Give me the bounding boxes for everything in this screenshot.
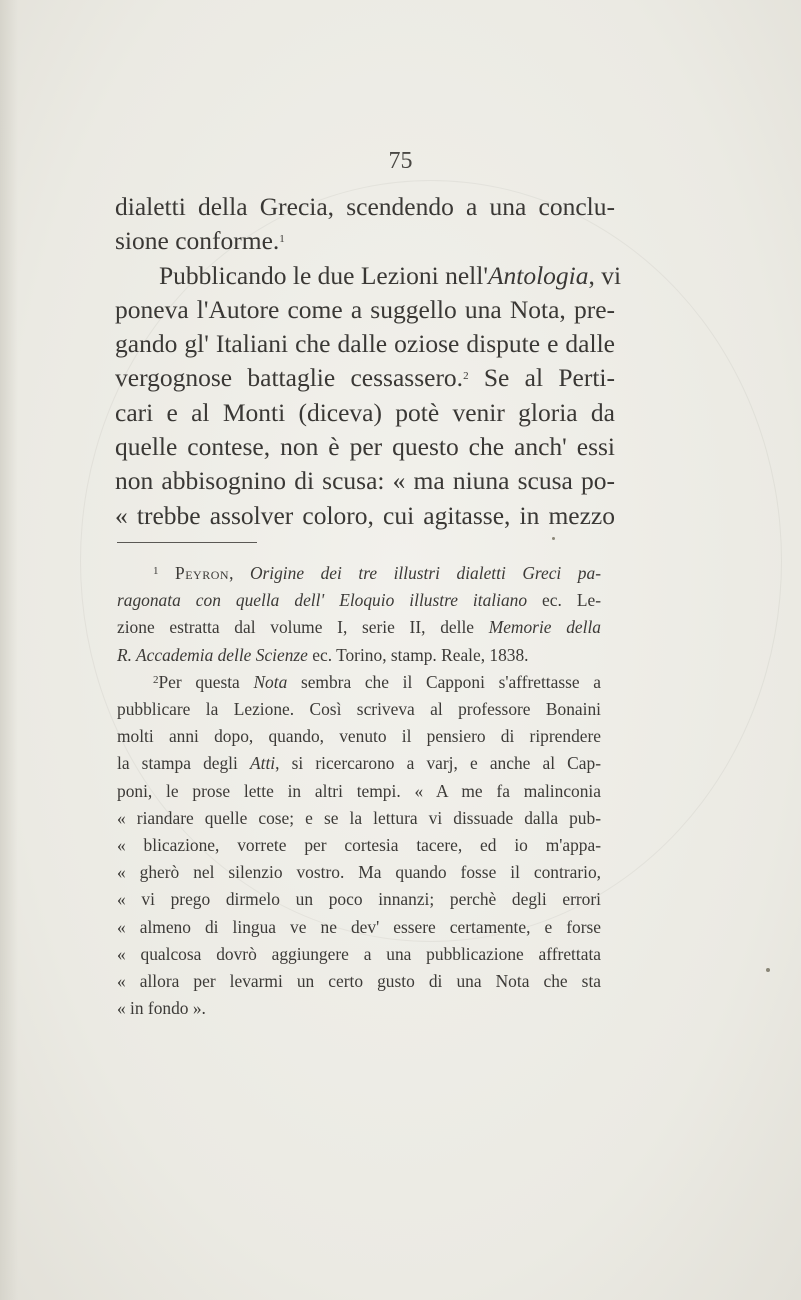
footnote-line: pubblicare la Lezione. Così scriveva al professore Bonaini <box>117 699 601 720</box>
text-span: vergognose battaglie cessassero. <box>115 363 464 393</box>
text-span: sione conforme. <box>115 226 280 256</box>
italic-title: Origine dei tre illustri dialetti Greci pa- <box>249 563 601 583</box>
footnote-line: « qualcosa dovrò aggiungere a una pubblicazione affrettata <box>117 943 601 964</box>
italic-title: Atti <box>249 753 276 774</box>
footnote-line: « in fondo ». <box>117 998 206 1019</box>
footnote-marker: 1 <box>153 565 159 577</box>
footnote-2 <box>117 669 601 1023</box>
text-span: ec. Le- <box>527 590 601 611</box>
page-number: 75 <box>388 148 413 174</box>
text-line: cari e al Monti (diceva) potè venir gloria da <box>115 397 615 427</box>
italic-title: R. Accademia delle Scienze <box>117 644 308 665</box>
footnote-line: « almeno di lingua ve ne dev' essere certamente, e forse <box>117 916 601 937</box>
footnote-line <box>117 642 601 669</box>
footnote-line <box>117 750 601 777</box>
text-span: , si ricercarono a varj, e anche al Cap- <box>275 753 601 774</box>
footnote-line <box>117 614 601 641</box>
text-line <box>115 259 622 293</box>
footnote-line: « allora per levarmi un certo gusto di una Nota che sta <box>117 971 601 992</box>
text-span: Se al Perti- <box>468 363 615 393</box>
footnote-line: « riandare quelle cose; e se la lettura vi dissuade dalla pub- <box>117 807 601 828</box>
text-line: dialetti della Grecia, scendendo a una conclu- <box>115 192 615 221</box>
text-line: poneva l'Autore come a suggello una Nota, pre- <box>115 294 615 324</box>
text-span: ec. Torino, stamp. Reale, 1838. <box>307 644 529 665</box>
page-edge-shadow <box>0 0 18 1300</box>
footnote-line: $^1$ Peyron, Origine dei tre illustri dialetti Greci pa- <box>153 563 601 583</box>
text-span: , vi <box>588 260 622 290</box>
footnote-line <box>117 587 601 614</box>
footnote-ref: 2 <box>463 370 469 383</box>
footnote-marker: 2 <box>153 673 159 686</box>
text-line <box>115 224 615 258</box>
text-line: « trebbe assolver coloro, cui agitasse, in mezzo <box>115 500 615 530</box>
footnote-line: molti anni dopo, quando, venuto il pensiero di riprendere <box>117 726 601 747</box>
text-span: zione estratta dal volume I, serie II, delle <box>117 617 489 638</box>
italic-title: ragonata con quella dell' Eloquio illustre italiano <box>117 590 528 611</box>
footnote-ref: 1 <box>279 233 285 246</box>
italic-title: Memorie della <box>488 617 601 638</box>
paper-speck <box>552 537 555 540</box>
footnote-1 <box>117 560 601 669</box>
paragraph <box>115 259 622 533</box>
italic-title: Nota <box>253 671 288 692</box>
text-line <box>115 361 615 395</box>
paragraph-continuation <box>115 190 615 259</box>
footnote-line: poni, le prose lette in altri tempi. « A me fa malinconia <box>117 780 601 801</box>
main-text <box>115 190 622 533</box>
text-line: non abbisognino di scusa: « ma niuna scusa po- <box>115 466 615 496</box>
text-span: Pubblicando le due Lezioni nell' <box>159 260 488 290</box>
footnote-line: « gherò nel silenzio vostro. Ma quando fosse il contrario, <box>117 862 601 883</box>
footnote-line: « blicazione, vorrete per cortesia tacere, ed io m'appa- <box>117 835 601 856</box>
text-span: sembra che il Capponi s'affrettasse a <box>287 671 601 692</box>
footnotes <box>117 560 601 1022</box>
text-span: Per questa <box>158 671 254 692</box>
footnote-author: Peyron <box>175 563 230 583</box>
footnote-separator <box>117 542 257 543</box>
text-span: la stampa degli <box>117 753 250 774</box>
text-line: gando gl' Italiani che dalle oziose dispute e dalle <box>115 329 615 359</box>
text-line: quelle contese, non è per questo che anch' essi <box>115 432 615 462</box>
footnote-line <box>117 669 601 696</box>
footnote-line: « vi prego dirmelo un poco innanzi; perchè degli errori <box>117 889 601 910</box>
italic-title: Antologia <box>487 260 589 290</box>
paper-speck <box>766 968 770 972</box>
